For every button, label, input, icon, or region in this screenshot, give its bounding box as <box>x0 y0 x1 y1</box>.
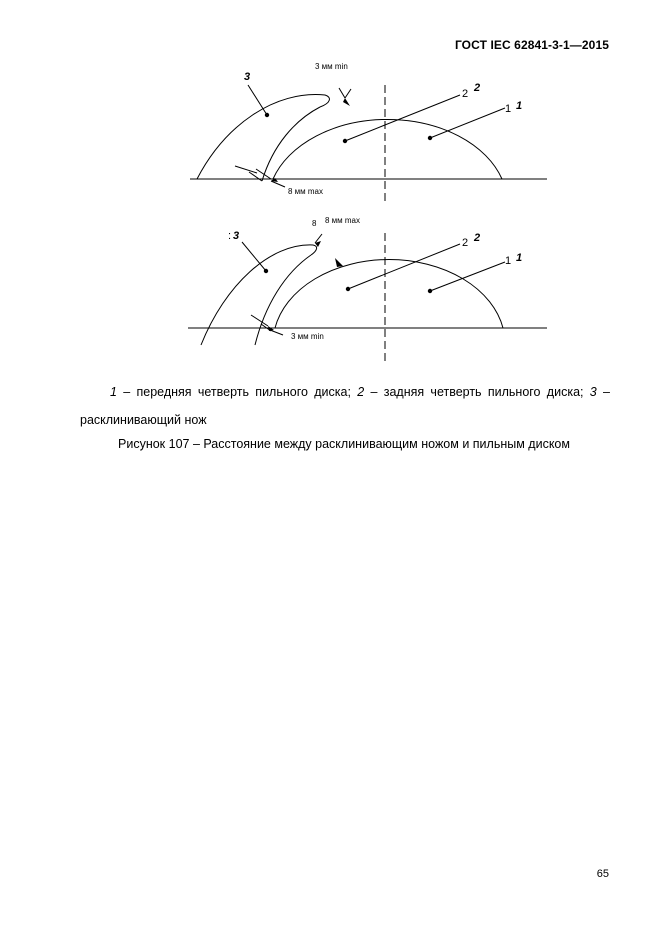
legend-key-2: 2 <box>357 385 365 399</box>
figure-legend-continued: расклинивающий нож <box>80 413 207 427</box>
top-diagram <box>190 85 547 203</box>
saw-blade-arc-bottom <box>275 260 503 328</box>
riving-knife-outer-top <box>197 95 329 179</box>
label-1-bottom-italic: 1 <box>516 252 523 264</box>
leader-1-top <box>430 108 505 138</box>
leader-3-top <box>248 85 267 115</box>
legend-text-2: – задняя четверть пильного диска; <box>364 385 590 399</box>
bottom-diagram <box>188 233 547 363</box>
label-1-top-italic: 1 <box>516 100 523 112</box>
label-2-top: 2 <box>462 88 469 100</box>
document-header: ГОСТ IEC 62841-3-1—2015 <box>454 38 609 52</box>
dim-min-top: 3 мм min <box>315 62 348 71</box>
riving-knife-inner-top <box>262 107 320 181</box>
legend-text-3: – <box>596 385 610 399</box>
riving-knife-diagram <box>185 55 550 375</box>
figure-caption: Рисунок 107 – Расстояние между расклинивающим ножом и пильным диском <box>118 437 570 451</box>
dim-max-top: 8 мм max <box>288 187 324 196</box>
leader-2-bottom <box>348 244 460 289</box>
label-3-mark-bottom: : <box>228 230 232 242</box>
figure-legend <box>80 378 610 406</box>
bottom-markers <box>264 241 432 331</box>
legend-key-3: 3 <box>589 385 597 399</box>
label-3-bottom-italic: 3 <box>233 230 240 242</box>
figure-107 <box>185 55 550 375</box>
leader-3-bottom <box>242 242 266 271</box>
label-2-bottom-italic: 2 <box>474 232 481 244</box>
legend-key-1: 1 <box>110 385 117 399</box>
label-3-top-italic: 3 <box>244 71 251 83</box>
page-number: 65 <box>596 868 609 880</box>
legend-text-1: – передняя четверть пильного диска; <box>116 385 358 399</box>
label-2-bottom: 2 <box>462 237 469 249</box>
dim-top-num-bottom: 8 <box>312 219 317 228</box>
label-1-bottom: 1 <box>505 255 512 267</box>
dim-min-bottom: 3 мм min <box>291 332 324 341</box>
leader-1-bottom <box>430 262 505 291</box>
dim-max-bottom: 8 мм max <box>325 216 361 225</box>
leader-2-top <box>345 95 460 141</box>
label-1-top: 1 <box>505 103 512 115</box>
label-2-top-italic: 2 <box>474 82 481 94</box>
saw-blade-arc-top <box>273 119 502 179</box>
